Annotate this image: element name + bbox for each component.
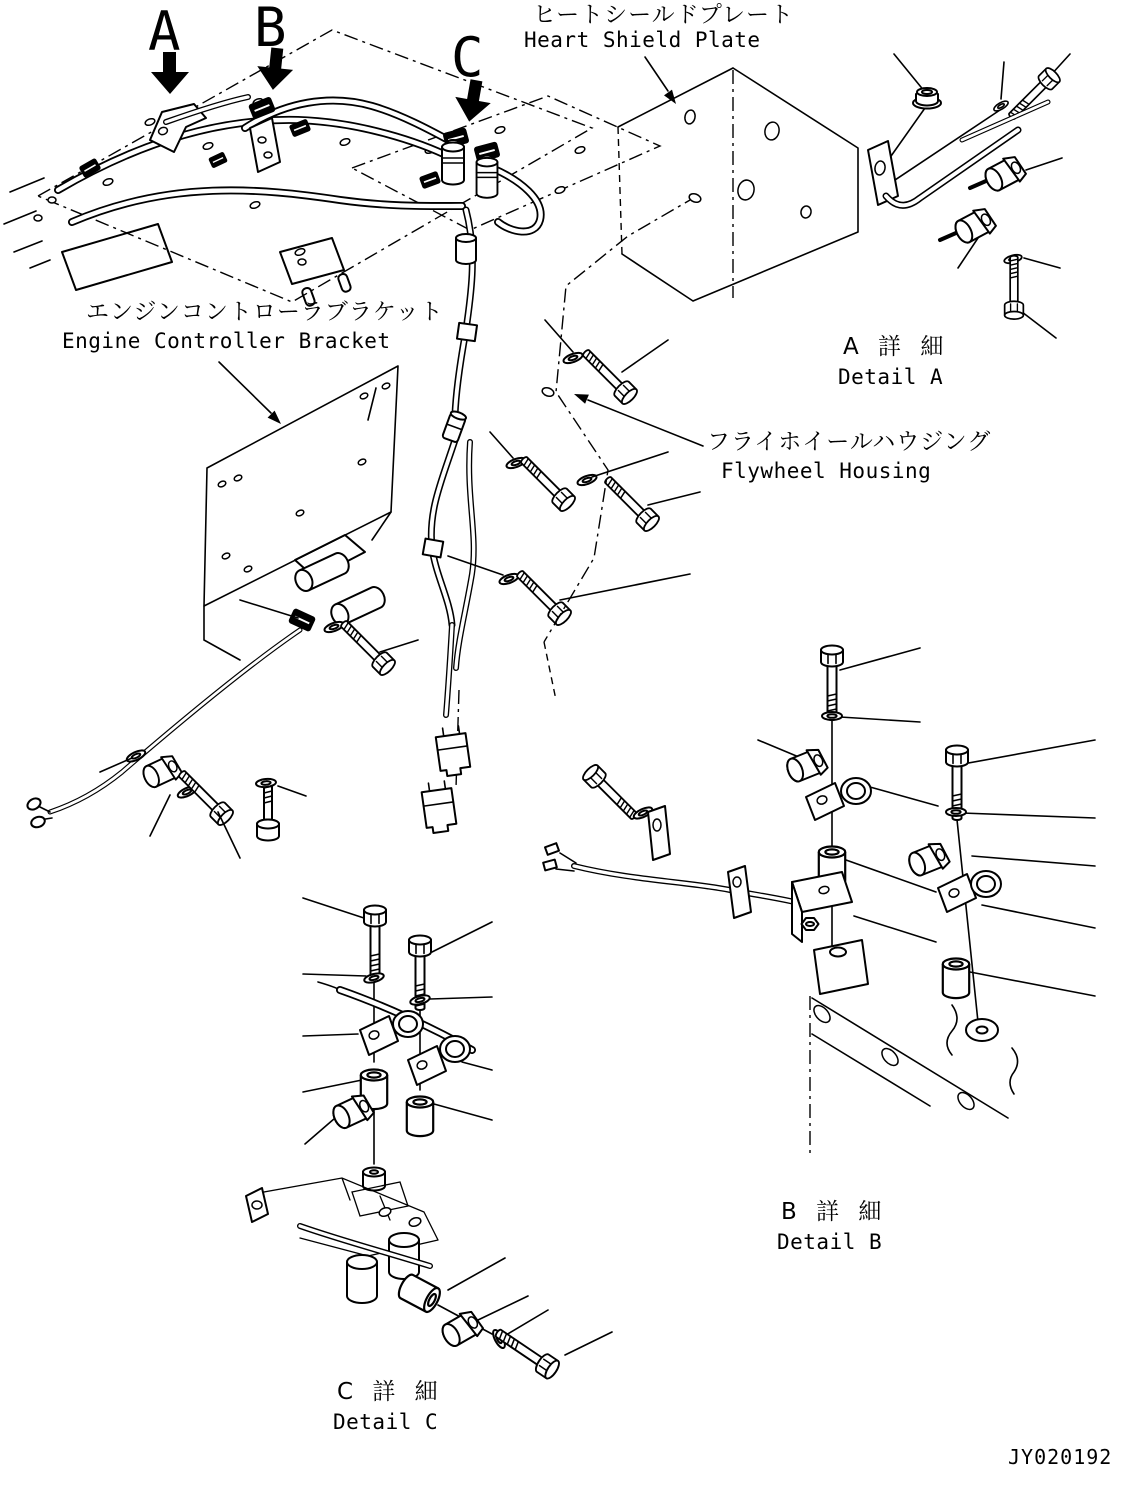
stud-bolt — [257, 780, 279, 840]
connector — [435, 725, 471, 777]
hose-fitting — [456, 234, 476, 264]
detail-a-label-jp: A 詳 細 — [843, 334, 950, 360]
detail-b-drawing — [543, 646, 1095, 1159]
detail-c-label-en: Detail C — [333, 1410, 439, 1434]
detail-b-label-en: Detail B — [777, 1230, 883, 1254]
flywheel-housing-leader — [574, 394, 703, 446]
engine-controller-bracket-label-en: Engine Controller Bracket — [62, 329, 391, 353]
detail-c-label-jp: C 詳 細 — [337, 1379, 444, 1405]
detail-c-drawing — [246, 898, 612, 1381]
heat-shield-leader — [645, 57, 676, 104]
hose-fitting — [442, 140, 464, 185]
callout-letter-c: C — [451, 26, 484, 89]
flywheel-housing-label-jp: フライホイールハウジング — [707, 429, 992, 455]
elbow-fitting — [442, 410, 467, 443]
heat-shield-plate-label-en: Heart Shield Plate — [524, 28, 761, 52]
callout-letter-a: A — [148, 0, 181, 63]
z-bracket — [792, 872, 852, 942]
housing-flange — [810, 996, 1018, 1158]
flywheel-housing-label-en: Flywheel Housing — [721, 459, 932, 483]
engine-controller-bracket-label-jp: エンジンコントローラブラケット — [86, 299, 444, 325]
detail-b-label-jp: B 詳 細 — [781, 1199, 888, 1225]
figure-code: JY020192 — [1008, 1445, 1113, 1469]
heat-shield-plate-drawing — [618, 68, 858, 301]
heat-shield-plate-label-jp: ヒートシールドプレート — [533, 2, 795, 28]
hose-fitting — [477, 156, 498, 198]
detail-a-drawing — [868, 54, 1070, 338]
lower-left-harness-drawing — [25, 630, 471, 858]
flywheel-housing-drawing — [541, 192, 702, 700]
connector — [421, 780, 458, 834]
engine-controller-bracket-leader — [219, 362, 281, 424]
callout-letter-b: B — [254, 0, 287, 59]
detail-a-label-en: Detail A — [838, 365, 944, 389]
